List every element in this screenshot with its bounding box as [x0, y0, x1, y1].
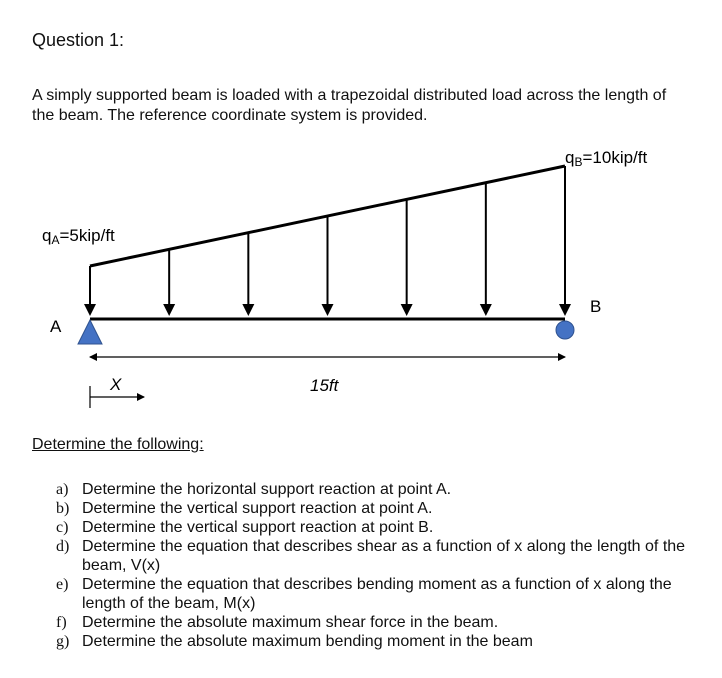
task-item: d) Determine the equation that describes shear as a function of x along the length of the beam, V(x) — [56, 538, 686, 574]
question-intro: A simply supported beam is loaded with a trapezoidal distributed load across the length of the beam. The reference coordinate system is provided. — [32, 87, 667, 124]
task-item: g) Determine the absolute maximum bending moment in the beam — [56, 633, 533, 650]
question-heading: Question 1: — [32, 30, 125, 50]
load-arrow-head — [84, 304, 96, 316]
load-arrow-head — [163, 304, 175, 316]
load-arrow-head — [480, 304, 492, 316]
load-arrow-head — [322, 304, 334, 316]
task-item: b) Determine the vertical support reaction at point A. — [56, 500, 433, 517]
tasks-heading: Determine the following: — [32, 436, 204, 453]
pin-support-a — [78, 320, 102, 344]
task-item: a) Determine the horizontal support reaction at point A. — [56, 481, 452, 498]
task-item: f) Determine the absolute maximum shear force in the beam. — [56, 614, 499, 631]
point-b-label: B — [590, 297, 602, 316]
span-label: 15ft — [310, 376, 339, 395]
load-arrows — [84, 166, 571, 316]
x-axis-label: X — [110, 375, 122, 394]
load-label-b: qB=10kip/ft — [565, 148, 648, 169]
load-arrow-head — [242, 304, 254, 316]
point-a-label: A — [50, 317, 62, 336]
task-item: c) Determine the vertical support reaction at point B. — [56, 519, 434, 536]
load-arrow-head — [401, 304, 413, 316]
load-label-a: qA=5kip/ft — [42, 226, 115, 247]
task-list — [56, 480, 686, 651]
task-item: e) Determine the equation that describes bending moment as a function of x along the length of the beam, M(x) — [56, 576, 672, 612]
roller-support-b — [556, 321, 574, 339]
load-arrow-head — [559, 304, 571, 316]
